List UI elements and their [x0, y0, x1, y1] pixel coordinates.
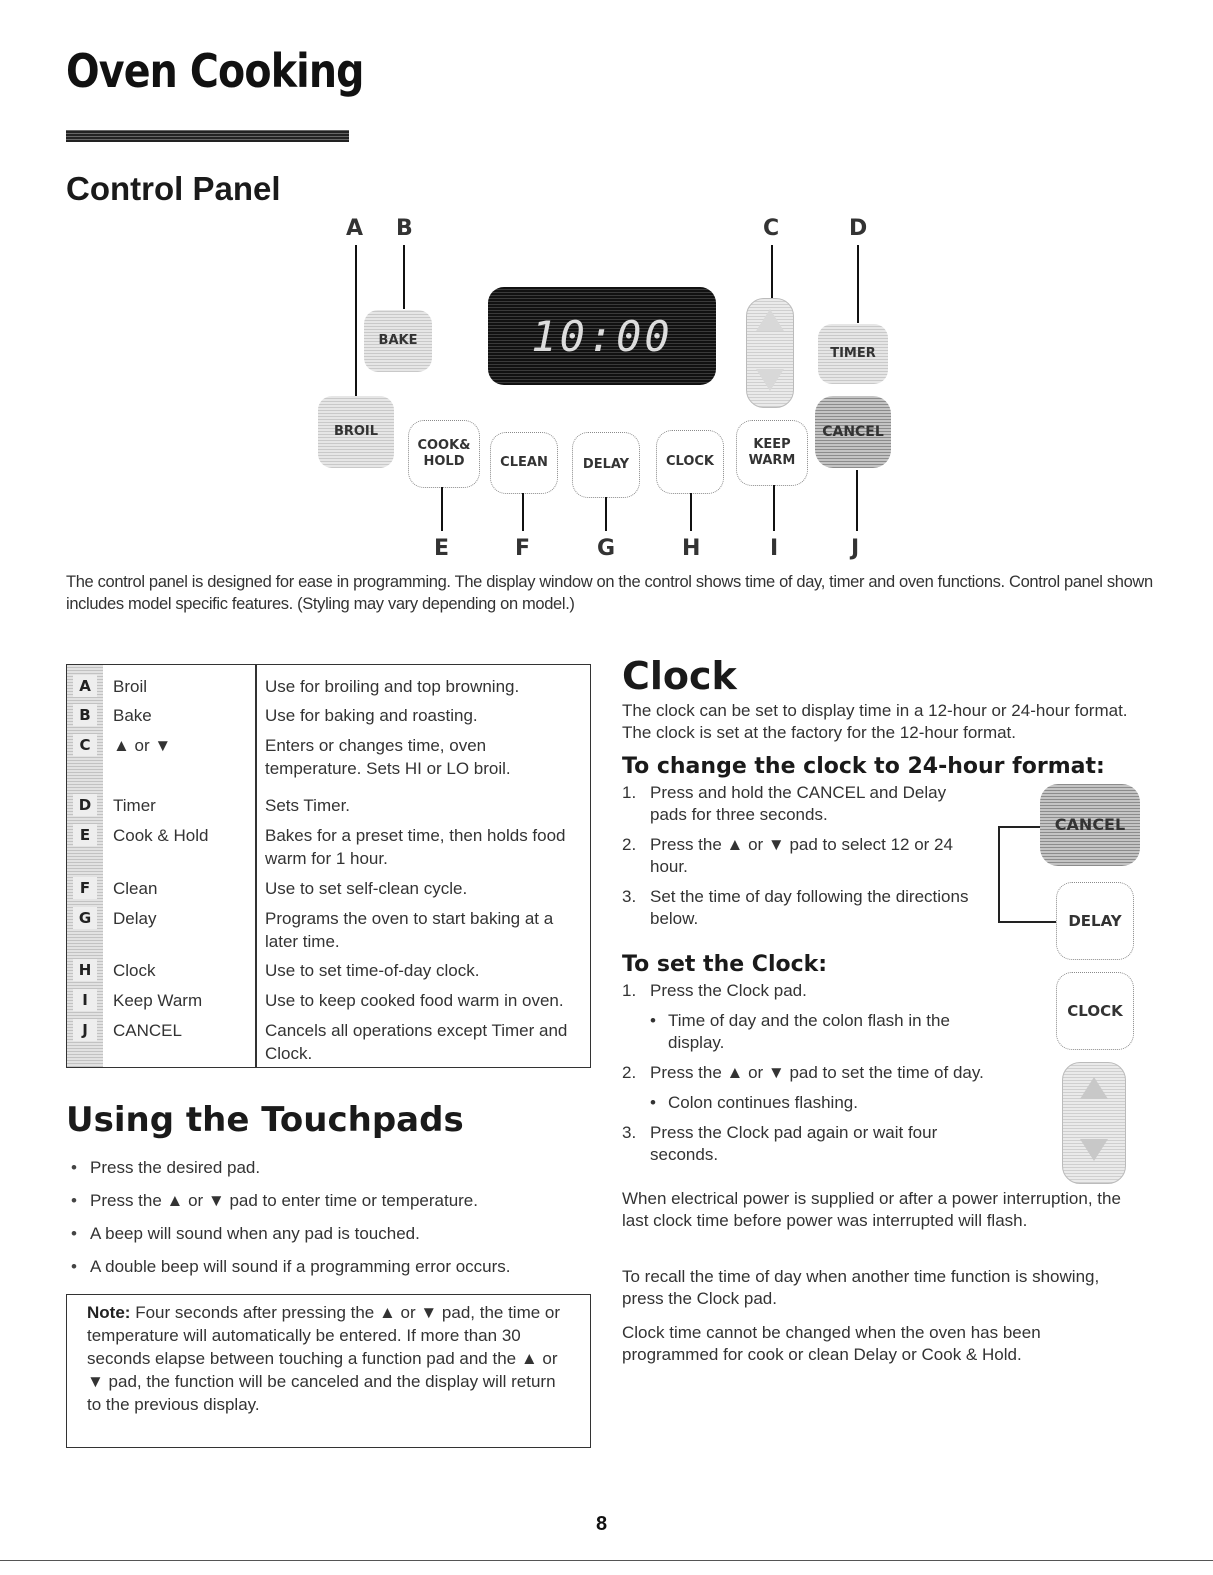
step-text: Set the time of day following the directions below. — [650, 887, 969, 928]
row-letter: D — [73, 794, 97, 816]
list-item: 1. Press the Clock pad. — [622, 981, 807, 1000]
row-desc: Use for baking and roasting. — [265, 706, 478, 725]
down-arrow-icon — [756, 369, 784, 391]
intro-paragraph: The control panel is designed for ease in programming. The display window on the control shows time of day, timer and oven functions. Control panel shown includes model specific features. (Styling may vary depending on model.) — [66, 573, 1153, 613]
row-desc: Cancels all operations except Timer and Clock. — [265, 1021, 568, 1063]
label-e: E — [434, 536, 450, 561]
up-arrow-icon — [756, 309, 784, 331]
row-letter: J — [73, 1019, 97, 1041]
clock-paragraph-1: When electrical power is supplied or after a power interruption, the last clock time before power was interrupted will flash. — [622, 1189, 1121, 1230]
set-steps — [622, 980, 1042, 1166]
row-letter: H — [73, 959, 97, 981]
row-letter: G — [73, 907, 97, 929]
connector-delay — [998, 921, 1056, 923]
touchpads-bullets — [90, 1156, 590, 1278]
label-f: F — [515, 536, 531, 561]
row-desc: Sets Timer. — [265, 796, 351, 815]
note-box — [66, 1294, 591, 1448]
clock-paragraph-3: Clock time cannot be changed when the oven has been programmed for cook or clean Delay or Cook & Hold. — [622, 1323, 1041, 1364]
keep-warm-line1: KEEP — [753, 437, 791, 453]
leader-a — [355, 245, 357, 397]
row-name: Clean — [113, 879, 158, 898]
list-item: 1. Press and hold the CANCEL and Delay pads for three seconds. — [622, 783, 947, 824]
row-letter: B — [73, 704, 97, 726]
step-sub-text: Time of day and the colon flash in the display. — [668, 1011, 950, 1052]
row-desc: Programs the oven to start baking at a later time. — [265, 909, 554, 951]
row-letter: F — [73, 877, 97, 899]
list-item: 3. Set the time of day following the directions below. — [622, 887, 969, 928]
display-window — [488, 287, 716, 385]
row-name: Delay — [113, 909, 157, 928]
leader-g — [605, 497, 607, 531]
leader-e — [441, 487, 443, 531]
clock-intro: The clock can be set to display time in a 12-hour or 24-hour format. The clock is set at the factory for the 12-hour format. — [622, 701, 1128, 742]
list-item: • A beep will sound when any pad is touched. — [90, 1222, 590, 1245]
step-text: Press the ▲ or ▼ pad to select 12 or 24 hour. — [650, 835, 953, 876]
key-table — [66, 664, 591, 1068]
clock-paragraph-2: To recall the time of day when another time function is showing, press the Clock pad. — [622, 1267, 1100, 1308]
label-h: H — [682, 536, 701, 561]
delay-pad: DELAY — [572, 432, 640, 498]
row-name: ▲ or ▼ — [113, 736, 172, 755]
row-letter: E — [73, 824, 97, 846]
label-a: A — [346, 216, 364, 241]
label-c: C — [763, 216, 780, 241]
set-clock-heading: To set the Clock: — [622, 952, 828, 977]
list-item-sub: • Time of day and the colon flash in the display. — [650, 1011, 950, 1052]
list-item: 3. Press the Clock pad again or wait four seconds. — [622, 1123, 938, 1164]
bake-pad: BAKE — [364, 310, 432, 372]
list-item: • Press the desired pad. — [90, 1156, 590, 1179]
row-name: Keep Warm — [113, 991, 203, 1010]
page-title: Oven Cooking — [66, 44, 364, 98]
label-j: J — [851, 536, 860, 561]
row-desc: Bakes for a preset time, then holds food warm for 1 hour. — [265, 826, 566, 868]
up-down-pad — [746, 298, 794, 408]
down-arrow-icon — [1080, 1139, 1108, 1161]
label-b: B — [396, 216, 413, 241]
table-divider — [255, 665, 257, 1067]
step-text: Press the Clock pad. — [650, 981, 807, 1000]
cook-hold-pad — [408, 420, 480, 488]
row-letter: I — [73, 989, 97, 1011]
section-heading: Control Panel — [66, 170, 281, 207]
touchpads-heading: Using the Touchpads — [66, 1100, 464, 1140]
keep-warm-pad — [736, 420, 808, 486]
step-text: Press the ▲ or ▼ pad to set the time of day. — [650, 1063, 984, 1082]
note-text: Four seconds after pressing the ▲ or ▼ pad, the time or temperature will automatically be entered. If more than 30 seconds elapse between touching a function pad and the ▲ or ▼ pad, the function will be canceled and the display will return to the previous display. — [87, 1303, 561, 1414]
broil-pad: BROIL — [318, 396, 394, 468]
step-text: Press the Clock pad again or wait four seconds. — [650, 1123, 938, 1164]
cook-hold-line2: HOLD — [423, 454, 465, 469]
change-24h-heading: To change the clock to 24-hour format: — [622, 754, 1105, 779]
row-desc: Use to keep cooked food warm in oven. — [265, 991, 564, 1010]
bottom-rule — [0, 1560, 1213, 1561]
step-text: Press and hold the CANCEL and Delay pads for three seconds. — [650, 783, 947, 824]
up-arrow-icon — [1080, 1077, 1108, 1099]
row-letter: C — [73, 734, 97, 756]
change-steps — [622, 782, 982, 930]
clean-pad: CLEAN — [490, 432, 558, 494]
side-delay-pad: DELAY — [1056, 882, 1134, 960]
cook-hold-line1: COOK& — [417, 438, 471, 454]
row-desc: Use to set self-clean cycle. — [265, 879, 468, 898]
row-name: Timer — [113, 796, 156, 815]
row-name: Broil — [113, 677, 148, 696]
list-item: 2. Press the ▲ or ▼ pad to set the time of day. — [622, 1063, 984, 1082]
row-desc: Enters or changes time, oven temperature. Sets HI or LO broil. — [265, 736, 511, 778]
side-clock-pad: CLOCK — [1056, 972, 1134, 1050]
row-name: Bake — [113, 706, 152, 725]
note-label: Note: — [87, 1303, 131, 1322]
leader-b — [403, 245, 405, 309]
list-item-sub: • Colon continues flashing. — [650, 1093, 858, 1112]
clock-heading: Clock — [622, 654, 737, 698]
list-item: • A double beep will sound if a programming error occurs. — [90, 1255, 590, 1278]
cancel-pad: CANCEL — [815, 396, 891, 468]
row-desc: Use to set time-of-day clock. — [265, 961, 480, 980]
title-underline — [66, 130, 349, 142]
row-name: CANCEL — [113, 1021, 182, 1040]
display-time: 10:00 — [531, 311, 673, 361]
row-desc: Use for broiling and top browning. — [265, 677, 520, 696]
timer-pad: TIMER — [818, 324, 888, 384]
label-i: I — [770, 536, 779, 561]
row-name: Clock — [113, 961, 156, 980]
leader-f — [522, 493, 524, 531]
leader-d — [857, 245, 859, 323]
page-number: 8 — [596, 1513, 608, 1535]
list-item: 2. Press the ▲ or ▼ pad to select 12 or 24 hour. — [622, 835, 953, 876]
side-up-down-pad — [1062, 1062, 1126, 1184]
leader-h — [690, 493, 692, 531]
row-name: Cook & Hold — [113, 826, 209, 845]
keep-warm-line2: WARM — [748, 453, 796, 468]
leader-i — [773, 485, 775, 531]
list-item: • Press the ▲ or ▼ pad to enter time or temperature. — [90, 1189, 590, 1212]
label-d: D — [849, 216, 868, 241]
step-sub-text: Colon continues flashing. — [668, 1093, 858, 1112]
leader-c — [771, 245, 773, 305]
connector-vertical — [998, 826, 1000, 922]
row-letter: A — [73, 675, 97, 697]
leader-j — [856, 470, 858, 531]
side-cancel-pad: CANCEL — [1040, 784, 1140, 866]
clock-pad: CLOCK — [656, 430, 724, 494]
connector-cancel — [998, 826, 1040, 828]
label-g: G — [597, 536, 616, 561]
